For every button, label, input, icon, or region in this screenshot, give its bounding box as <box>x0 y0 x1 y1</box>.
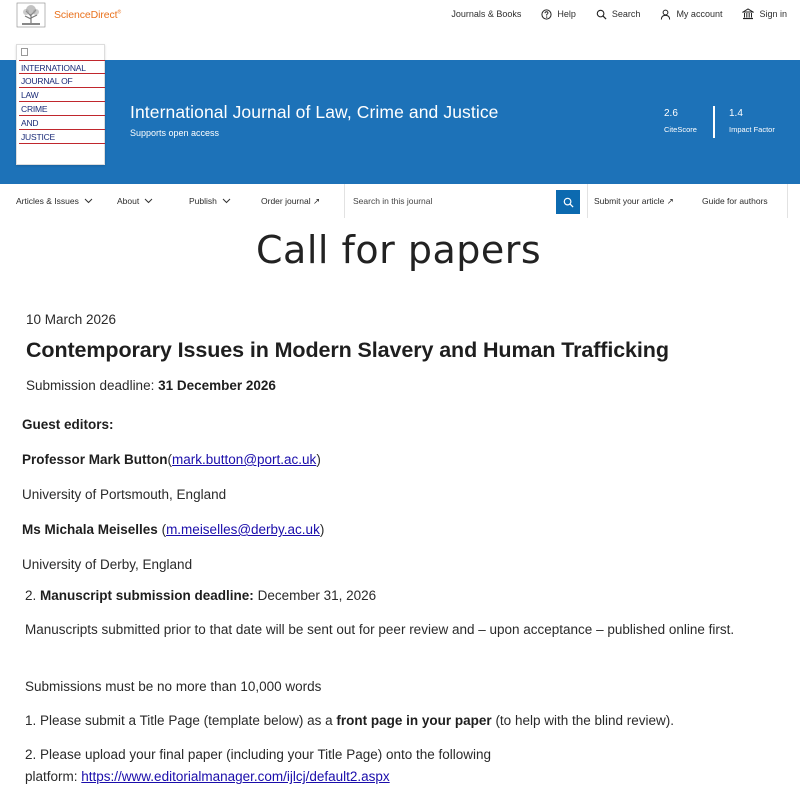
journal-banner <box>0 60 800 184</box>
chevron-down-icon <box>84 198 93 204</box>
journal-search-box <box>344 184 580 218</box>
guide-for-authors-link[interactable] <box>702 184 768 218</box>
editor-2-email-link[interactable]: m.meiselles@derby.ac.uk <box>166 522 320 537</box>
nav-divider <box>587 184 588 218</box>
peer-review-note: Manuscripts submitted prior to that date will be sent out for peer review and – upon acceptance – published online first. <box>25 622 735 637</box>
guest-editors-label: Guest editors: <box>22 417 114 432</box>
step-2-line-1: 2. Please upload your final paper (including your Title Page) onto the following <box>25 747 492 762</box>
manuscript-deadline-label: Manuscript submission deadline: <box>40 588 254 603</box>
sciencedirect-logo[interactable] <box>16 2 121 28</box>
citescore-metric[interactable] <box>664 108 697 134</box>
articles-issues-menu[interactable] <box>16 184 93 218</box>
cover-line: AND <box>19 116 105 130</box>
deadline-value: 31 December 2026 <box>158 378 276 393</box>
person-icon <box>660 9 671 20</box>
step-1-text-end: (to help with the blind review). <box>491 713 675 728</box>
word-limit-note: Submissions must be no more than 10,000 words <box>25 679 322 694</box>
about-menu[interactable] <box>117 184 153 218</box>
help-label: Help <box>557 9 576 19</box>
cover-line: INTERNATIONAL <box>19 60 105 74</box>
journal-search-button[interactable] <box>556 190 580 214</box>
search-link[interactable] <box>596 9 641 20</box>
impact-factor-value: 1.4 <box>729 108 743 119</box>
article-content <box>0 218 800 800</box>
editor-2-name: Ms Michala Meiselles <box>22 522 158 537</box>
brand-name: ScienceDirect® <box>54 9 122 21</box>
chevron-down-icon <box>222 198 231 204</box>
order-journal-link[interactable] <box>261 184 320 218</box>
cover-line: JOURNAL OF <box>19 74 105 88</box>
journals-books-label: Journals & Books <box>451 9 522 19</box>
help-link[interactable] <box>541 9 576 20</box>
step-2-prefix: platform: <box>25 769 82 784</box>
sign-in-link[interactable] <box>742 8 787 20</box>
nav-divider <box>787 184 788 218</box>
search-icon <box>563 197 574 208</box>
help-icon <box>541 9 552 20</box>
impact-factor-label: Impact Factor <box>729 125 775 134</box>
my-account-label: My account <box>676 9 723 19</box>
impact-factor-metric[interactable] <box>729 108 775 134</box>
institution-icon <box>742 8 754 20</box>
guide-for-authors-label: Guide for authors <box>702 196 768 206</box>
articles-issues-label: Articles & Issues <box>16 196 79 206</box>
cover-line: CRIME <box>19 102 105 116</box>
search-icon <box>596 9 607 20</box>
sign-in-label: Sign in <box>759 9 787 19</box>
editor-2: Ms Michala Meiselles (m.meiselles@derby.ac.uk) <box>22 522 325 537</box>
journal-title[interactable]: International Journal of Law, Crime and Justice <box>130 102 499 122</box>
editor-1: Professor Mark Button(mark.button@port.ac.uk) <box>22 452 321 467</box>
editor-1-name: Professor Mark Button <box>22 452 168 467</box>
article-headline: Contemporary Issues in Modern Slavery and Human Trafficking <box>26 338 669 362</box>
cover-line: JUSTICE <box>19 130 105 144</box>
step-2-line-2 <box>25 769 390 784</box>
step-1-text: 1. Please submit a Title Page (template below) as a <box>25 713 337 728</box>
deadline-label: Submission deadline: <box>26 378 159 393</box>
order-journal-label: Order journal ↗ <box>261 195 321 206</box>
search-label: Search <box>611 9 641 19</box>
open-access-note: Supports open access <box>130 128 220 138</box>
about-label: About <box>117 196 140 206</box>
elsevier-tree-icon <box>16 2 46 28</box>
publish-label: Publish <box>189 196 217 206</box>
submission-deadline <box>26 378 276 393</box>
cover-line: LAW <box>19 88 105 102</box>
submit-article-label: Submit your article ↗ <box>594 195 674 206</box>
guest-editors-heading <box>22 417 114 432</box>
publish-menu[interactable] <box>189 184 231 218</box>
editor-1-affiliation: University of Portsmouth, England <box>22 487 227 502</box>
manuscript-deadline-value: December 31, 2026 <box>253 588 377 603</box>
submit-article-link[interactable] <box>594 184 674 218</box>
editor-1-email-link[interactable]: mark.button@port.ac.uk <box>172 452 317 467</box>
editorial-manager-link[interactable]: https://www.editorialmanager.com/ijlcj/default2.aspx <box>81 769 390 784</box>
top-nav <box>451 0 787 28</box>
list-number: 2. <box>25 588 41 603</box>
metric-divider <box>713 106 715 138</box>
step-1 <box>25 713 674 728</box>
publish-date: 10 March 2026 <box>26 312 117 327</box>
call-for-papers-banner: Call for papers <box>256 228 542 272</box>
cover-title <box>19 60 105 144</box>
journal-cover[interactable] <box>16 44 105 165</box>
journals-books-link[interactable] <box>451 9 521 19</box>
top-bar <box>0 0 800 60</box>
cover-emblem-icon <box>21 48 28 56</box>
manuscript-deadline <box>25 588 376 603</box>
chevron-down-icon <box>144 198 153 204</box>
citescore-label: CiteScore <box>664 125 697 134</box>
editor-2-affiliation: University of Derby, England <box>22 557 193 572</box>
journal-search-input[interactable] <box>345 184 555 218</box>
citescore-value: 2.6 <box>664 108 678 119</box>
my-account-link[interactable] <box>660 9 722 20</box>
step-1-emphasis: front page in your paper <box>336 713 492 728</box>
